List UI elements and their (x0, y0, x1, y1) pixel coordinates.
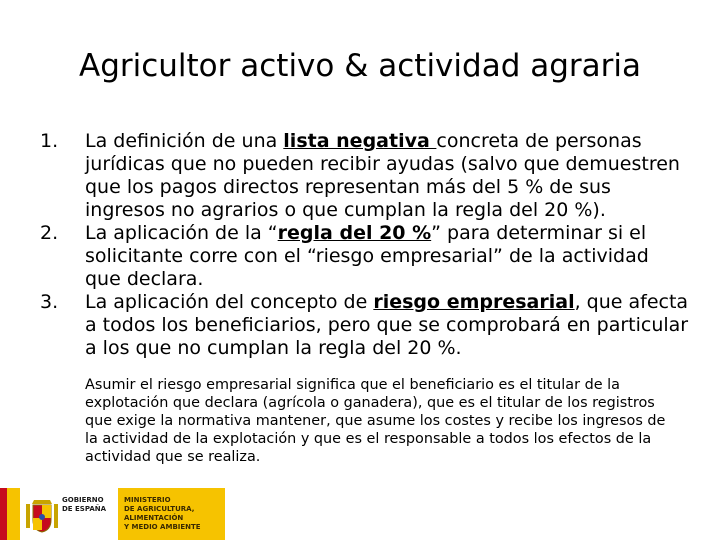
item-number: 1. (40, 130, 59, 152)
item-text-before: La definición de una (85, 130, 284, 152)
note-paragraph: Asumir el riesgo empresarial significa que el beneficiario es el titular de la explotación que declara (agrícola o ganadera), que es el titular de los registros que exige la normativa mantener, que asume los costes y recibe los ingresos de la actividad de la explotación y que es el responsable a todos los efectos de la actividad que se realiza. (85, 377, 666, 465)
item-text-before: La aplicación de la “ (85, 222, 278, 244)
list-item (40, 222, 690, 291)
ministry-label: MINISTERIO DE AGRICULTURA, ALIMENTACIÓN Y MEDIO AMBIENTE (118, 488, 225, 540)
slide-title: Agricultor activo & actividad agraria (78, 48, 641, 84)
item-text-before: La aplicación del concepto de (85, 291, 374, 313)
item-text-after: concreta de personas jurídicas que no pueden recibir ayudas (salvo que demuestren que los pagos directos representan más del 5 % de sus ingresos no agrarios o que cumplan la regla del 20 %). (85, 130, 680, 221)
item-number: 3. (40, 291, 59, 313)
footer-logo (0, 488, 225, 540)
coat-of-arms-icon (24, 494, 60, 534)
item-text-after: ” para determinar si el solicitante corre con el “riesgo empresarial” de la actividad que declara. (85, 222, 649, 290)
item-highlight: regla del 20 % (277, 222, 432, 244)
item-text-after: , que afecta a todos los beneficiarios, pero que se comprobará en particular a los que no cumplan la regla del 20 %. (85, 291, 689, 359)
item-highlight: lista negativa (283, 130, 437, 152)
numbered-list (40, 130, 690, 360)
government-label: GOBIERNO DE ESPAÑA (62, 496, 107, 513)
item-number: 2. (40, 222, 59, 244)
spain-flag-icon (0, 488, 20, 540)
item-highlight: riesgo empresarial (373, 291, 575, 313)
list-item (40, 130, 690, 222)
list-item (40, 291, 690, 360)
